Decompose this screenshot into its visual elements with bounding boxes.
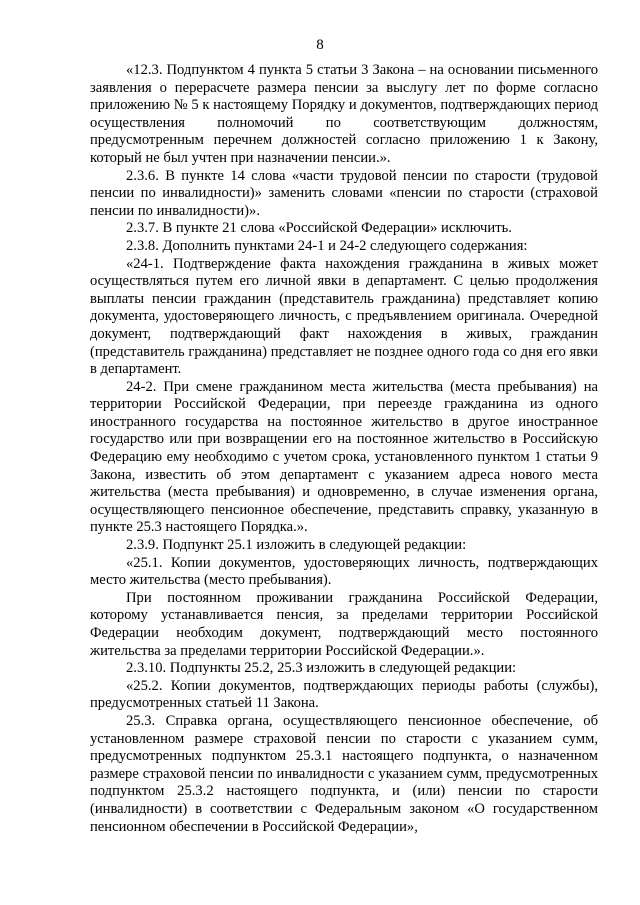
paragraph-25-3: 25.3. Справка органа, осуществляющего пенсионное обеспечение, об установленном размере страховой пенсии по старости с указанием сумм, предусмотренных подпунктом 25.3.1 настоящего подпункта, о назначенном размере страховой пенсии по инвалидности с указанием сумм, предусмотренных подпунктом 25.3.2 настоящего подпункта, и (или) пенсии по старости (инвалидности) в соответствии с Федеральным законом «О государственном пенсионном обеспечении в Российской Федерации»,	[90, 712, 598, 835]
paragraph-2-3-7: 2.3.7. В пункте 21 слова «Российской Федерации» исключить.	[126, 220, 512, 237]
paragraph-24-2: 24-2. При смене гражданином места жительства (места пребывания) на территории Российской Федерации, при переезде гражданина из одного иностранного государства на постоянное жительство в другое иностранное государство или при возвращении его на постоянное жительство в Российскую Федерацию ему необходимо с учетом срока, установленного пунктом 1 статьи 9 Закона, известить об этом департамент с указанием адреса нового места жительства (места пребывания) и одновременно, в случае изменения органа, осуществляющего пенсионное обеспечение, представить справку, указанную в пункте 25.3 настоящего Порядка.».	[90, 378, 598, 536]
paragraph-25-1: «25.1. Копии документов, удостоверяющих личность, подтверждающих место жительства (место пребывания).	[90, 554, 598, 589]
paragraph-2-3-9: 2.3.9. Подпункт 25.1 изложить в следующей редакции:	[126, 537, 467, 554]
paragraph-12-3: «12.3. Подпунктом 4 пункта 5 статьи 3 Закона – на основании письменного заявления о перерасчете размера пенсии за выслугу лет по форме согласно приложению № 5 к настоящему Порядку и документов, подтверждающих период осуществления полномочий по соответствующим должностям, предусмотренным перечнем должностей согласно приложению 1 к Закону, который не был учтен при назначении пенсии.».	[90, 62, 598, 166]
page-number: 8	[316, 37, 324, 53]
paragraph-25-2: «25.2. Копии документов, подтверждающих периоды работы (службы), предусмотренных статьей 11 Закона.	[90, 677, 598, 712]
paragraph-25-1-abroad: При постоянном проживании гражданина Российской Федерации, которому устанавливается пенсия, за пределами территории Российской Федерации необходим документ, подтверждающий место постоянного жительства за пределами территории Российской Федерации.».	[90, 589, 598, 659]
document-body	[90, 62, 598, 836]
paragraph-2-3-10: 2.3.10. Подпункты 25.2, 25.3 изложить в следующей редакции:	[126, 660, 517, 677]
paragraph-24-1: «24-1. Подтверждение факта нахождения гражданина в живых может осуществляться путем его личной явки в департамент. С целью продолжения выплаты пенсии гражданин (представитель гражданина) представляет копию документа, удостоверяющего личность, с предъявлением оригинала. Очередной документ, подтверждающий факт нахождения в живых, гражданин (представитель гражданина) представляет не позднее одного года со дня его явки в департамент.	[90, 255, 598, 378]
paragraph-2-3-6: 2.3.6. В пункте 14 слова «части трудовой пенсии по старости (трудовой пенсии по инвалидности)» заменить словами «пенсии по старости (страховой пенсии по инвалидности)».	[90, 167, 598, 219]
paragraph-2-3-8: 2.3.8. Дополнить пунктами 24-1 и 24-2 следующего содержания:	[126, 237, 528, 254]
